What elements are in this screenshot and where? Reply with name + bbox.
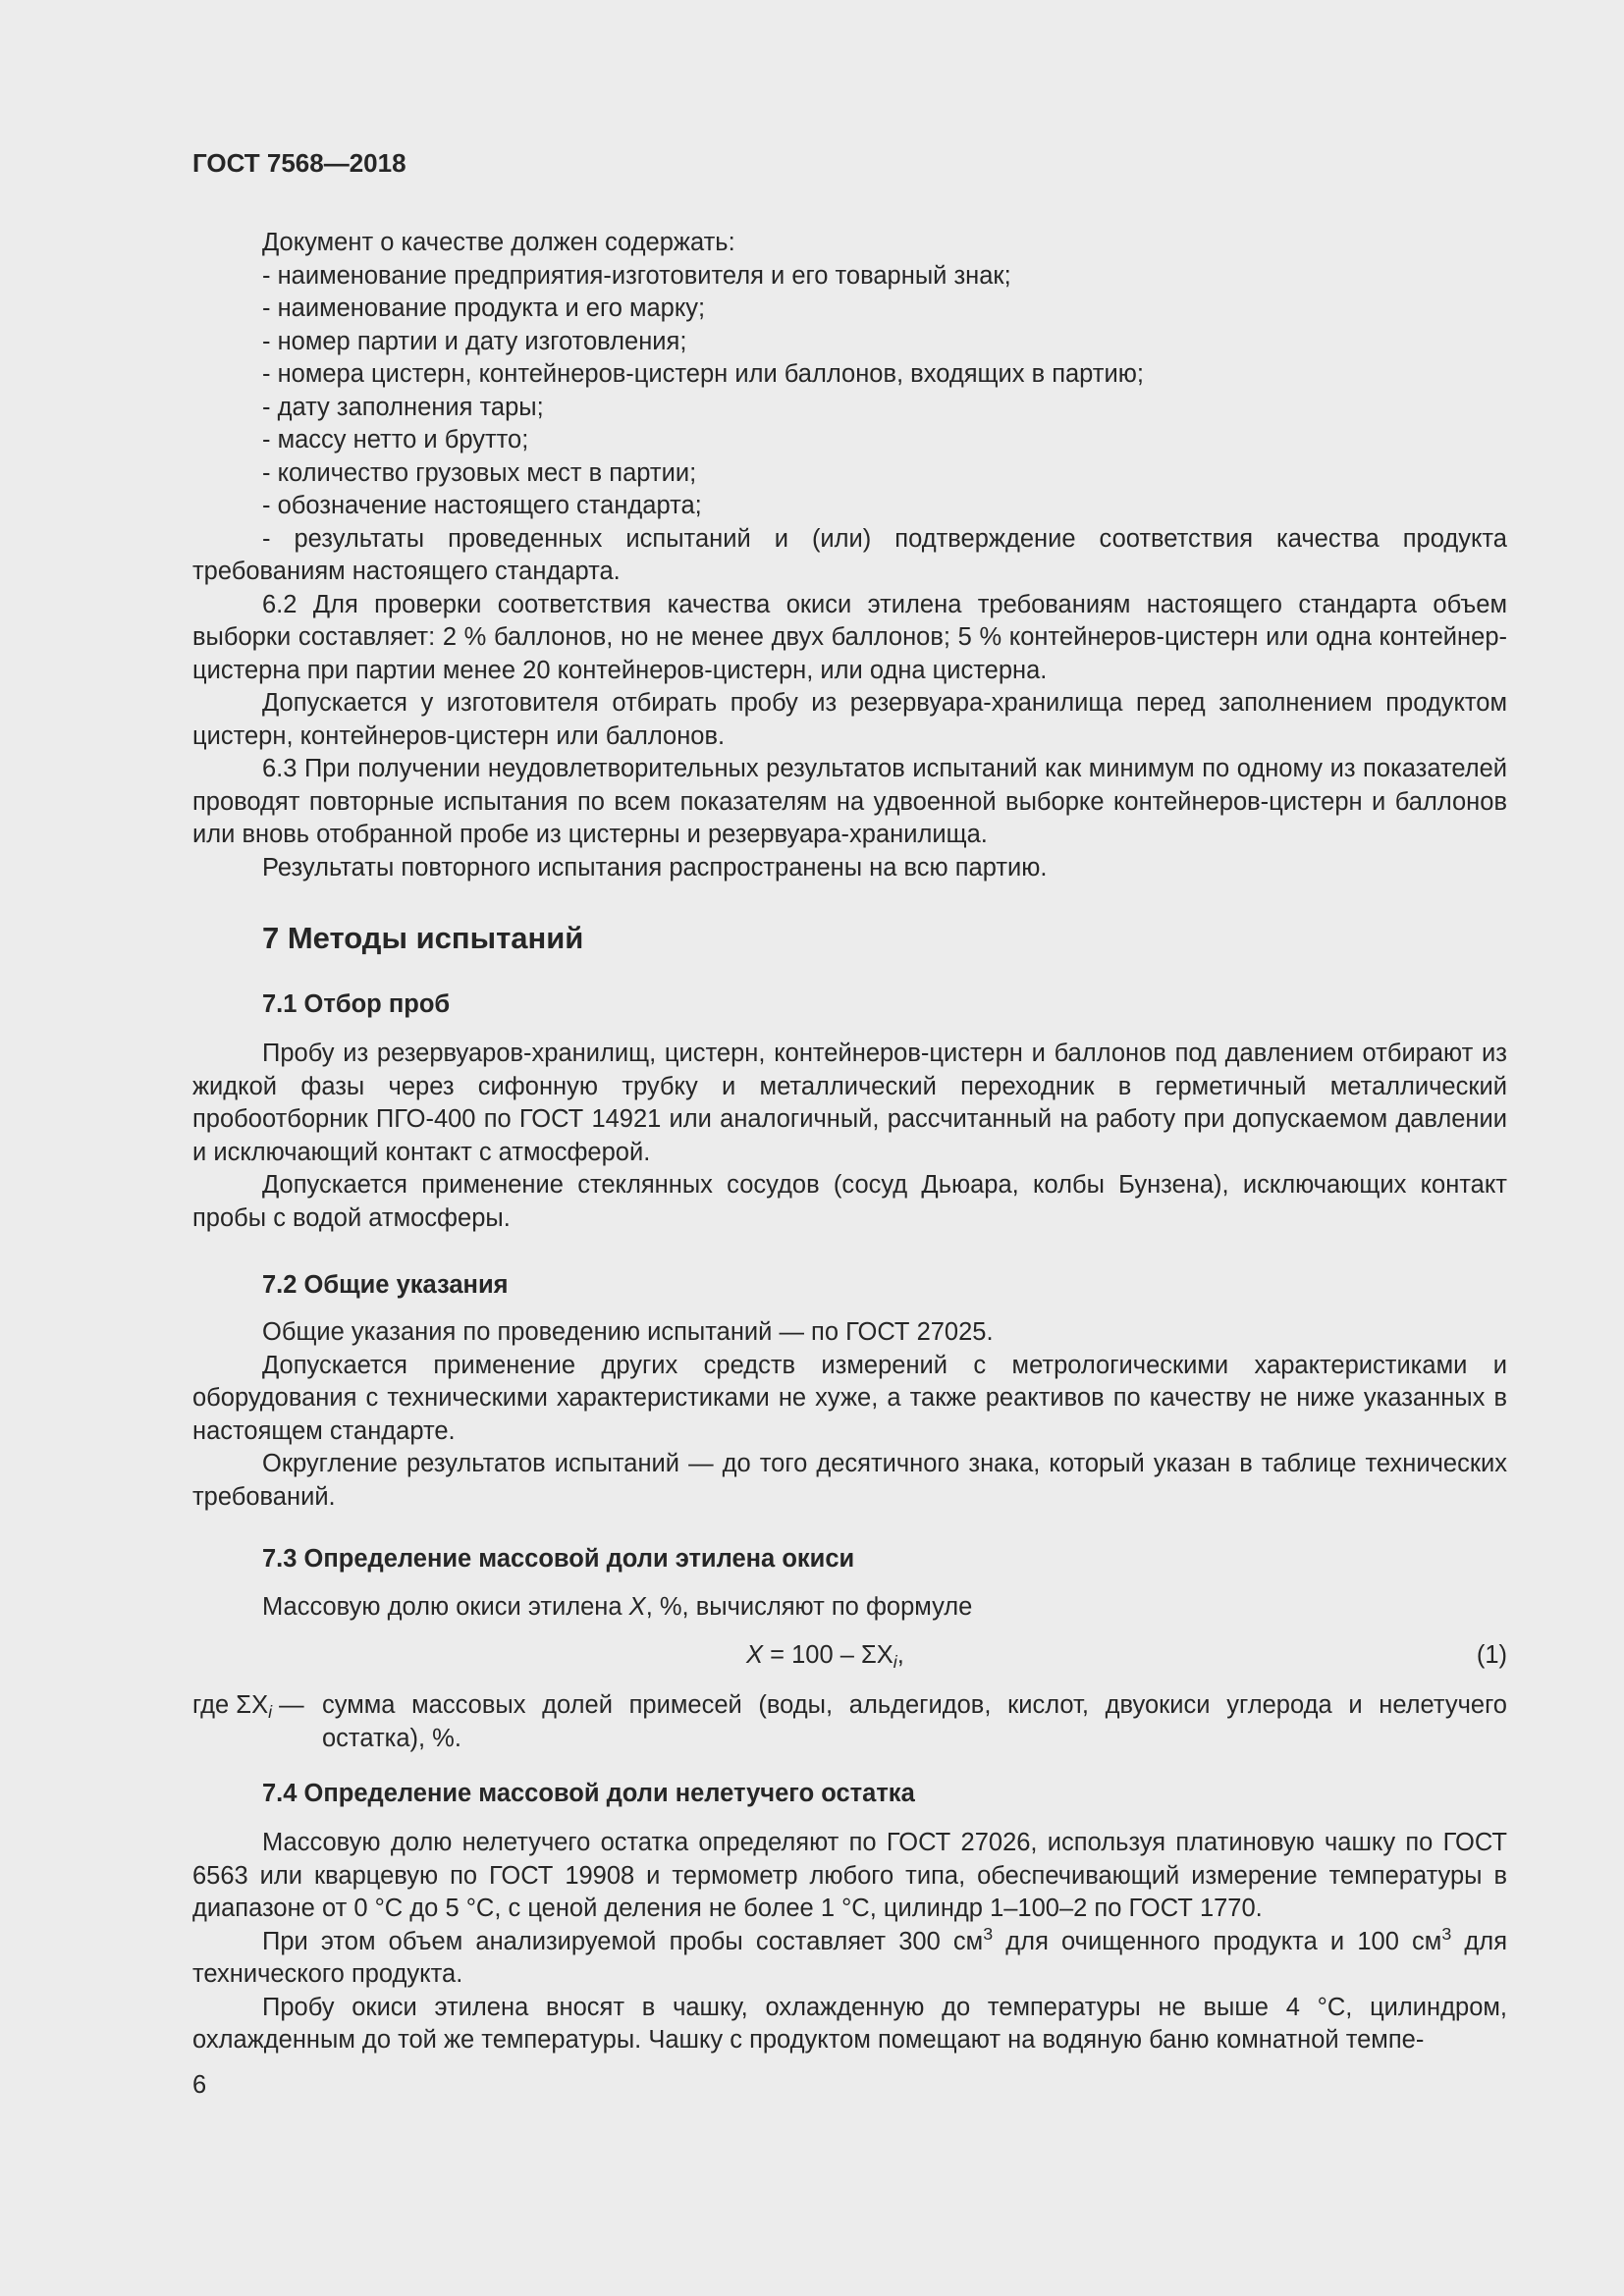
paragraph: Массовую долю нелетучего остатка определяют по ГОСТ 27026, используя платиновую чашку по ГОСТ 6563 или кварцевую по ГОСТ 19908 и термометр любого типа, обеспечивающий измерение температуры в диапазоне от 0 °С до 5 °С, с ценой деления не более 1 °С, цилиндр 1–100–2 по ГОСТ 1770. bbox=[192, 1829, 1507, 1922]
formula-number: (1) bbox=[1476, 1641, 1507, 1669]
section-7-4-heading: 7.4 Определение массовой доли нелетучего остатка bbox=[262, 1780, 915, 1807]
paragraph-6-3: 6.3 При получении неудовлетворительных результатов испытаний как минимум по одному из показателей проводят повторные испытания по всем показателям на удвоенной выборке контейнеров-цистерн и баллонов или вновь отобранной пробе из цистерны и резервуара-хранилища. bbox=[192, 755, 1507, 848]
quality-doc-block bbox=[192, 227, 1507, 884]
section-7-4-body bbox=[192, 1827, 1507, 2057]
paragraph: Допускается применение стеклянных сосудов (сосуд Дьюара, колбы Бунзена), исключающих контакт пробы с водой атмосферы. bbox=[192, 1171, 1507, 1232]
list-item: - наименование продукта и его марку; bbox=[262, 294, 706, 322]
section-7-heading: 7 Методы испытаний bbox=[262, 921, 584, 955]
section-7-3-heading: 7.3 Определение массовой доли этилена окиси bbox=[262, 1545, 855, 1573]
paragraph: Общие указания по проведению испытаний — по ГОСТ 27025. bbox=[262, 1318, 994, 1346]
section-7-1-heading: 7.1 Отбор проб bbox=[262, 990, 451, 1018]
paragraph-6-2: 6.2 Для проверки соответствия качества окиси этилена требованиям настоящего стандарта объем выборки составляет: 2 % баллонов, но не менее двух баллонов; 5 % контейнеров-цистерн или одна контейнер-цистерна при партии менее 20 контейнеров-цистерн, или одна цистерна. bbox=[192, 590, 1507, 684]
legend-description: сумма массовых долей примесей (воды, альдегидов, кислот, двуокиси углерода и нелетучего остатка), %. bbox=[322, 1691, 1507, 1752]
page-number: 6 bbox=[192, 2071, 207, 2099]
doc-header: ГОСТ 7568—2018 bbox=[192, 148, 406, 178]
section-7-2-heading: 7.2 Общие указания bbox=[262, 1271, 509, 1299]
section-7-2-body bbox=[192, 1316, 1507, 1514]
list-item: - дату заполнения тары; bbox=[262, 393, 544, 421]
list-item: - результаты проведенных испытаний и (или) подтверждение соответствия качества продукта требованиям настоящего стандарта. bbox=[192, 524, 1507, 585]
legend-symbol: где $\Sigma X_i$ — bbox=[192, 1691, 304, 1722]
paragraph: Пробу из резервуаров-хранилищ, цистерн, контейнеров-цистерн и баллонов под давлением отбирают из жидкой фазы через сифонную трубку и металлический переходник в герметичный металлический пробоотборник ПГО-400 по ГОСТ 14921 или аналогичный, рассчитанный на работу при допускаемом давлении и исключающий контакт с атмосферой. bbox=[192, 1040, 1507, 1166]
formula-expression: $X = 100 - \Sigma X_i$, bbox=[746, 1641, 904, 1672]
paragraph: Пробу окиси этилена вносят в чашку, охлажденную до температуры не выше 4 °С, цилиндром, охлажденным до той же температуры. Чашку с продуктом помещают на водяную баню комнатной темпе- bbox=[192, 1993, 1507, 2054]
paragraph: При этом объем анализируемой пробы составляет 300 $см^3$ для очищенного продукта и 100 $см^3$ для технического продукта. bbox=[192, 1923, 1507, 1988]
list-item: - наименование предприятия-изготовителя и его товарный знак; bbox=[262, 261, 1011, 290]
formula-legend bbox=[192, 1689, 1507, 1755]
list-item: - количество грузовых мест в партии; bbox=[262, 458, 697, 487]
paragraph: Массовую долю окиси этилена X, %, вычисляют по формуле bbox=[262, 1593, 973, 1621]
list-item: - номер партии и дату изготовления; bbox=[262, 327, 687, 355]
paragraph: Допускается применение других средств измерений с метрологическими характеристиками и оборудования с техническими характеристиками не хуже, а также реактивов по качеству не ниже указанных в настоящем стандарте. bbox=[192, 1351, 1507, 1445]
section-7-3-body bbox=[192, 1591, 1507, 1625]
paragraph: Допускается у изготовителя отбирать пробу из резервуара-хранилища перед заполнением продуктом цистерн, контейнеров-цистерн или баллонов. bbox=[192, 689, 1507, 750]
list-item: - обозначение настоящего стандарта; bbox=[262, 492, 702, 519]
list-item: - номера цистерн, контейнеров-цистерн или баллонов, входящих в партию; bbox=[262, 360, 1144, 388]
list-item: - массу нетто и брутто; bbox=[262, 426, 529, 454]
paragraph: Документ о качестве должен содержать: bbox=[262, 229, 735, 256]
paragraph: Результаты повторного испытания распространены на всю партию. bbox=[262, 853, 1048, 881]
paragraph: Округление результатов испытаний — до того десятичного знака, который указан в таблице технических требований. bbox=[192, 1450, 1507, 1511]
section-7-1-body bbox=[192, 1038, 1507, 1235]
